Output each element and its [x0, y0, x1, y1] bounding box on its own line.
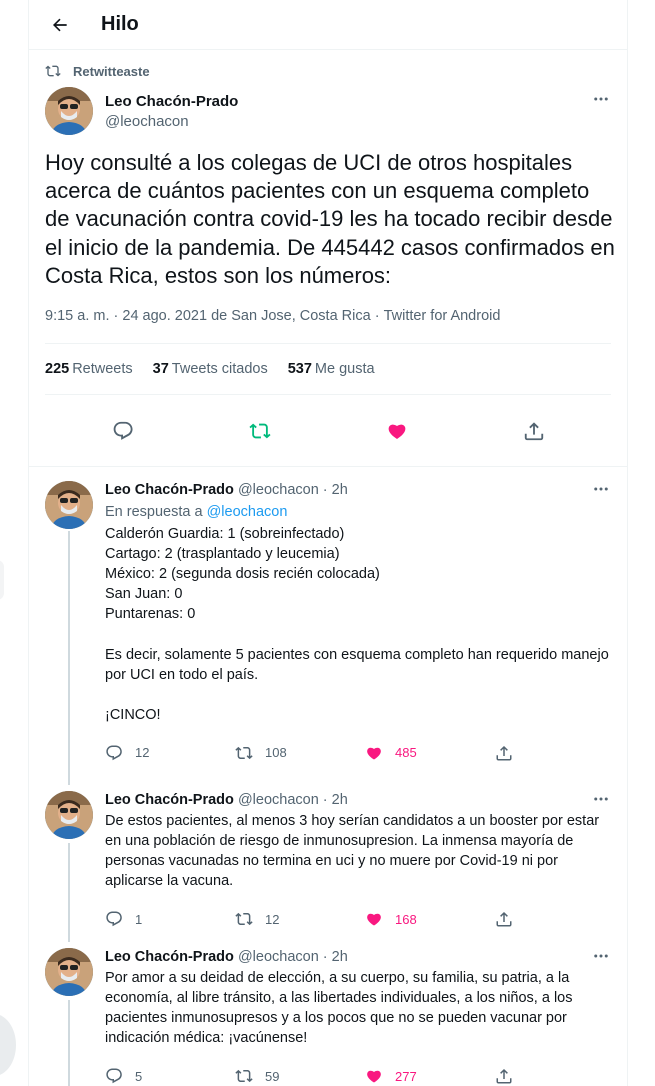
- author-handle[interactable]: @leochacon: [237, 792, 319, 809]
- author-handle[interactable]: @leochacon: [105, 113, 189, 130]
- reply-icon[interactable]: [111, 419, 135, 443]
- author-handle[interactable]: @leochacon: [237, 949, 319, 966]
- floating-action-shadow: [0, 1014, 16, 1076]
- reply-count: 5: [135, 1068, 143, 1084]
- reply-button[interactable]: [105, 910, 235, 928]
- reply-actions: [105, 1064, 611, 1086]
- reply-icon: [105, 910, 123, 928]
- retweet-icon: [235, 744, 253, 762]
- side-scroll-hint: [0, 560, 4, 600]
- share-button[interactable]: [495, 910, 535, 928]
- tweet-time[interactable]: 2h: [331, 482, 348, 499]
- like-heart-icon[interactable]: [385, 419, 409, 443]
- more-options-icon[interactable]: [591, 479, 611, 499]
- like-button[interactable]: [365, 1067, 495, 1085]
- like-heart-icon: [365, 1067, 383, 1085]
- retweet-count: 59: [265, 1068, 280, 1084]
- retweet-count: 12: [265, 911, 280, 927]
- avatar[interactable]: [45, 791, 93, 839]
- tweet-time[interactable]: 9:15 a. m.: [45, 308, 110, 325]
- avatar[interactable]: [45, 948, 93, 996]
- retweet-button[interactable]: [235, 1067, 365, 1085]
- more-options-icon[interactable]: [591, 89, 611, 109]
- main-tweet-header: [45, 87, 627, 137]
- thread-connector: [68, 1000, 70, 1086]
- retweets-stat[interactable]: 225 Retweets: [45, 361, 133, 378]
- in-reply-to: [105, 502, 611, 522]
- avatar[interactable]: [45, 87, 93, 135]
- reply-actions: [105, 907, 611, 931]
- reply-button[interactable]: [105, 1067, 235, 1085]
- likes-stat[interactable]: 537 Me gusta: [287, 361, 375, 378]
- more-options-icon[interactable]: [591, 946, 611, 966]
- reply-text: De estos pacientes, al menos 3 hoy serían candidatos a un booster por estar en una población de riesgo de inmunosupresion. La inmensa mayoría de personas vacunadas no termina en uci y no muere por Covid-19 ni por aplicarse la vacuna.: [105, 813, 600, 890]
- reply-tweet[interactable]: [29, 938, 627, 1086]
- reply-actions: [105, 741, 611, 765]
- retweet-label: Retwitteaste: [73, 63, 150, 79]
- reply-tweet[interactable]: [29, 781, 627, 938]
- share-icon: [495, 1067, 513, 1085]
- tweet-time[interactable]: 2h: [331, 792, 348, 809]
- page-title: Hilo: [101, 13, 139, 35]
- retweet-icon[interactable]: [248, 419, 272, 443]
- meta-separator: ·: [109, 308, 123, 325]
- thread-connector: [68, 938, 70, 942]
- author-name[interactable]: Leo Chacón-Prado: [105, 949, 234, 966]
- author-handle[interactable]: @leochacon: [237, 482, 319, 499]
- tweet-location[interactable]: de San Jose, Costa Rica: [211, 308, 371, 325]
- tweet-client[interactable]: Twitter for Android: [383, 308, 501, 325]
- like-count: 485: [395, 745, 417, 761]
- author-name[interactable]: Leo Chacón-Prado: [105, 482, 234, 499]
- reply-count: 12: [135, 745, 150, 761]
- retweet-indicator: [45, 63, 627, 79]
- share-button[interactable]: [495, 744, 535, 762]
- more-options-icon[interactable]: [591, 789, 611, 809]
- like-button[interactable]: [365, 744, 495, 762]
- reply-text: Por amor a su deidad de elección, a su cuerpo, su familia, su patria, a la economía, al libre tránsito, a las libertades individuales, a los niños, a los pacientes inmunosupresos y a los pocos que no se pueden vacunar por indicación médica: ¡vacúnense!: [105, 970, 573, 1047]
- share-icon: [495, 910, 513, 928]
- retweet-count: 108: [265, 745, 287, 761]
- retweet-icon: [235, 910, 253, 928]
- like-button[interactable]: [365, 910, 495, 928]
- reply-icon: [105, 1067, 123, 1085]
- reply-text: Calderón Guardia: 1 (sobreinfectado) Cartago: 2 (trasplantado y leucemia) México: 2 (segunda dosis recién colocada) San Juan: 0 Puntarenas: 0 Es decir, solamente 5 pacientes con esquema completo han requerido manejo por UCI en todo el país. ¡CINCO!: [105, 526, 609, 723]
- like-heart-icon: [365, 744, 383, 762]
- retweet-button[interactable]: [235, 910, 365, 928]
- meta-separator: ·: [370, 308, 384, 325]
- reply-button[interactable]: [105, 744, 235, 762]
- in-reply-mention[interactable]: @leochacon: [206, 504, 288, 521]
- tweet-meta: [45, 308, 611, 328]
- thread-connector: [68, 843, 70, 938]
- thread-header: [29, 0, 627, 50]
- share-icon[interactable]: [522, 419, 546, 443]
- avatar[interactable]: [45, 481, 93, 529]
- reply-icon: [105, 744, 123, 762]
- tweet-time[interactable]: 2h: [331, 949, 348, 966]
- reply-tweet[interactable]: [29, 467, 627, 781]
- time-separator: ·: [318, 482, 332, 499]
- back-arrow-icon[interactable]: [49, 14, 71, 36]
- share-icon: [495, 744, 513, 762]
- thread-connector: [68, 781, 70, 785]
- share-button[interactable]: [495, 1067, 535, 1085]
- time-separator: ·: [318, 949, 332, 966]
- retweet-small-icon: [45, 63, 61, 79]
- retweet-button[interactable]: [235, 744, 365, 762]
- retweet-icon: [235, 1067, 253, 1085]
- like-heart-icon: [365, 910, 383, 928]
- in-reply-label: En respuesta a: [105, 504, 203, 521]
- time-separator: ·: [318, 792, 332, 809]
- like-count: 277: [395, 1068, 417, 1084]
- main-tweet-actions: [29, 395, 627, 467]
- main-tweet-text: Hoy consulté a los colegas de UCI de otros hospitales acerca de cuántos pacientes con un esquema completo de vacunación contra covid-19 les ha tocado recibir desde el inicio de la pandemia. De 445442 casos confirmados en Costa Rica, estos son los números:: [45, 150, 615, 288]
- tweet-date[interactable]: 24 ago. 2021: [122, 308, 208, 325]
- quotes-stat[interactable]: 37 Tweets citados: [152, 361, 268, 378]
- author-name[interactable]: Leo Chacón-Prado: [105, 792, 234, 809]
- reply-count: 1: [135, 911, 143, 927]
- like-count: 168: [395, 911, 417, 927]
- thread-connector: [68, 531, 70, 781]
- author-name[interactable]: Leo Chacón-Prado: [105, 93, 239, 110]
- tweet-stats: [45, 343, 611, 395]
- thread-column: [28, 0, 628, 1086]
